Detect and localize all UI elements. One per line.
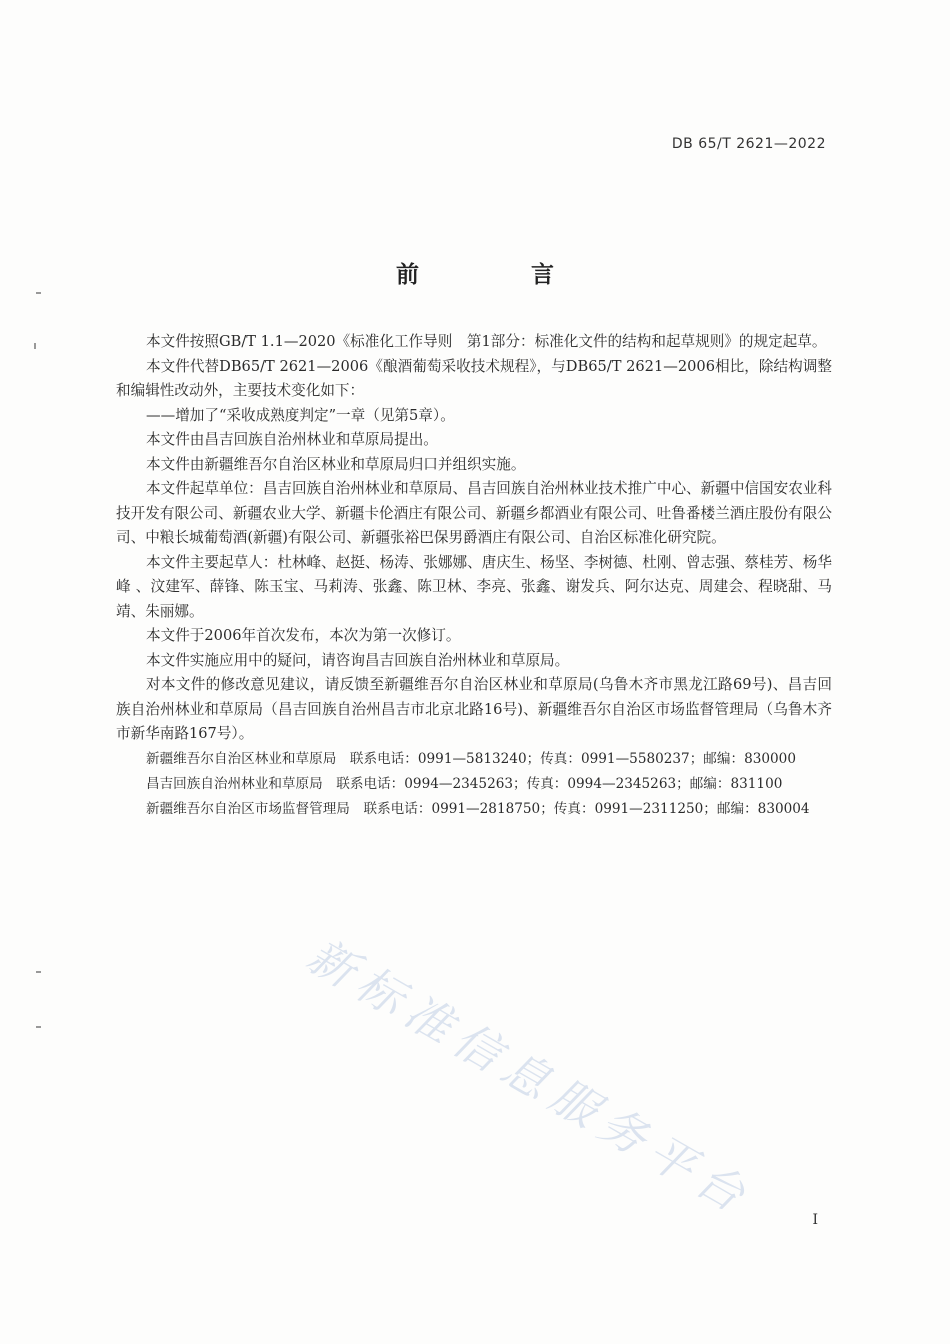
paragraph-administrator: 本文件由新疆维吾尔自治区林业和草原局归口并组织实施。: [146, 455, 526, 473]
page-number: I: [812, 1212, 818, 1228]
page-title: 前 言: [395, 262, 606, 288]
paragraph-change-item: ——增加了“采收成熟度判定”一章（见第5章）。: [146, 406, 455, 424]
paragraph-inquiry: 本文件实施应用中的疑问，请咨询昌吉回族自治州林业和草原局。: [146, 651, 570, 669]
scan-mark: [36, 1026, 41, 1028]
watermark: 新标准信息服务平台: [298, 927, 762, 1227]
foreword-body: [116, 330, 832, 822]
paragraph-drafting-basis: 本文件按照GB/T 1.1—2020《标准化工作导则 第1部分：标准化文件的结构和起草规则》的规定起草。: [146, 333, 827, 350]
contact-line: 昌吉回族自治州林业和草原局 联系电话：0994—2345263；传真：0994—2345263；邮编：831100: [146, 775, 783, 792]
paragraph-drafters: 本文件主要起草人：杜林峰、赵挺、杨涛、张娜娜、唐庆生、杨坚、李树德、杜刚、曾志强、蔡桂芳、杨华峰 、汶建军、薛锋、陈玉宝、马莉涛、张鑫、陈卫林、李亮、张鑫、谢发兵、阿尔达克、周建会、程晓甜、马靖、朱丽娜。: [116, 553, 832, 620]
paragraph-proposer: 本文件由昌吉回族自治州林业和草原局提出。: [146, 431, 438, 448]
scan-mark: [36, 971, 41, 973]
contact-line: 新疆维吾尔自治区林业和草原局 联系电话：0991—5813240；传真：0991—5580237；邮编：830000: [146, 750, 796, 767]
paragraph-history: 本文件于2006年首次发布，本次为第一次修订。: [146, 627, 461, 644]
paragraph-feedback: 对本文件的修改意见建议，请反馈至新疆维吾尔自治区林业和草原局(乌鲁木齐市黑龙江路69号)、昌吉回族自治州林业和草原局（昌吉回族自治州昌吉市北京北路16号)、新疆维吾尔自治区市场监督管理局（乌鲁木齐市新华南路167号）。: [116, 676, 832, 742]
contact-list: [116, 747, 832, 822]
contact-line: 新疆维吾尔自治区市场监督管理局 联系电话：0991—2818750；传真：0991—2311250；邮编：830004: [146, 800, 810, 817]
paragraph-replacement: 本文件代替DB65/T 2621—2006《酿酒葡萄采收技术规程》，与DB65/T 2621—2006相比，除结构调整和编辑性改动外，主要技术变化如下：: [116, 357, 832, 399]
paragraph-drafting-units: 本文件起草单位：昌吉回族自治州林业和草原局、昌吉回族自治州林业技术推广中心、新疆中信国安农业科技开发有限公司、新疆农业大学、新疆卡伦酒庄有限公司、新疆乡都酒业有限公司、吐鲁番楼兰酒庄股份有限公司、中粮长城葡萄酒(新疆)有限公司、新疆张裕巴保男爵酒庄有限公司、自治区标准化研究院。: [116, 480, 832, 546]
scan-mark: [34, 343, 36, 349]
scan-mark: [36, 292, 41, 294]
standard-code: DB 65/T 2621—2022: [671, 136, 826, 152]
